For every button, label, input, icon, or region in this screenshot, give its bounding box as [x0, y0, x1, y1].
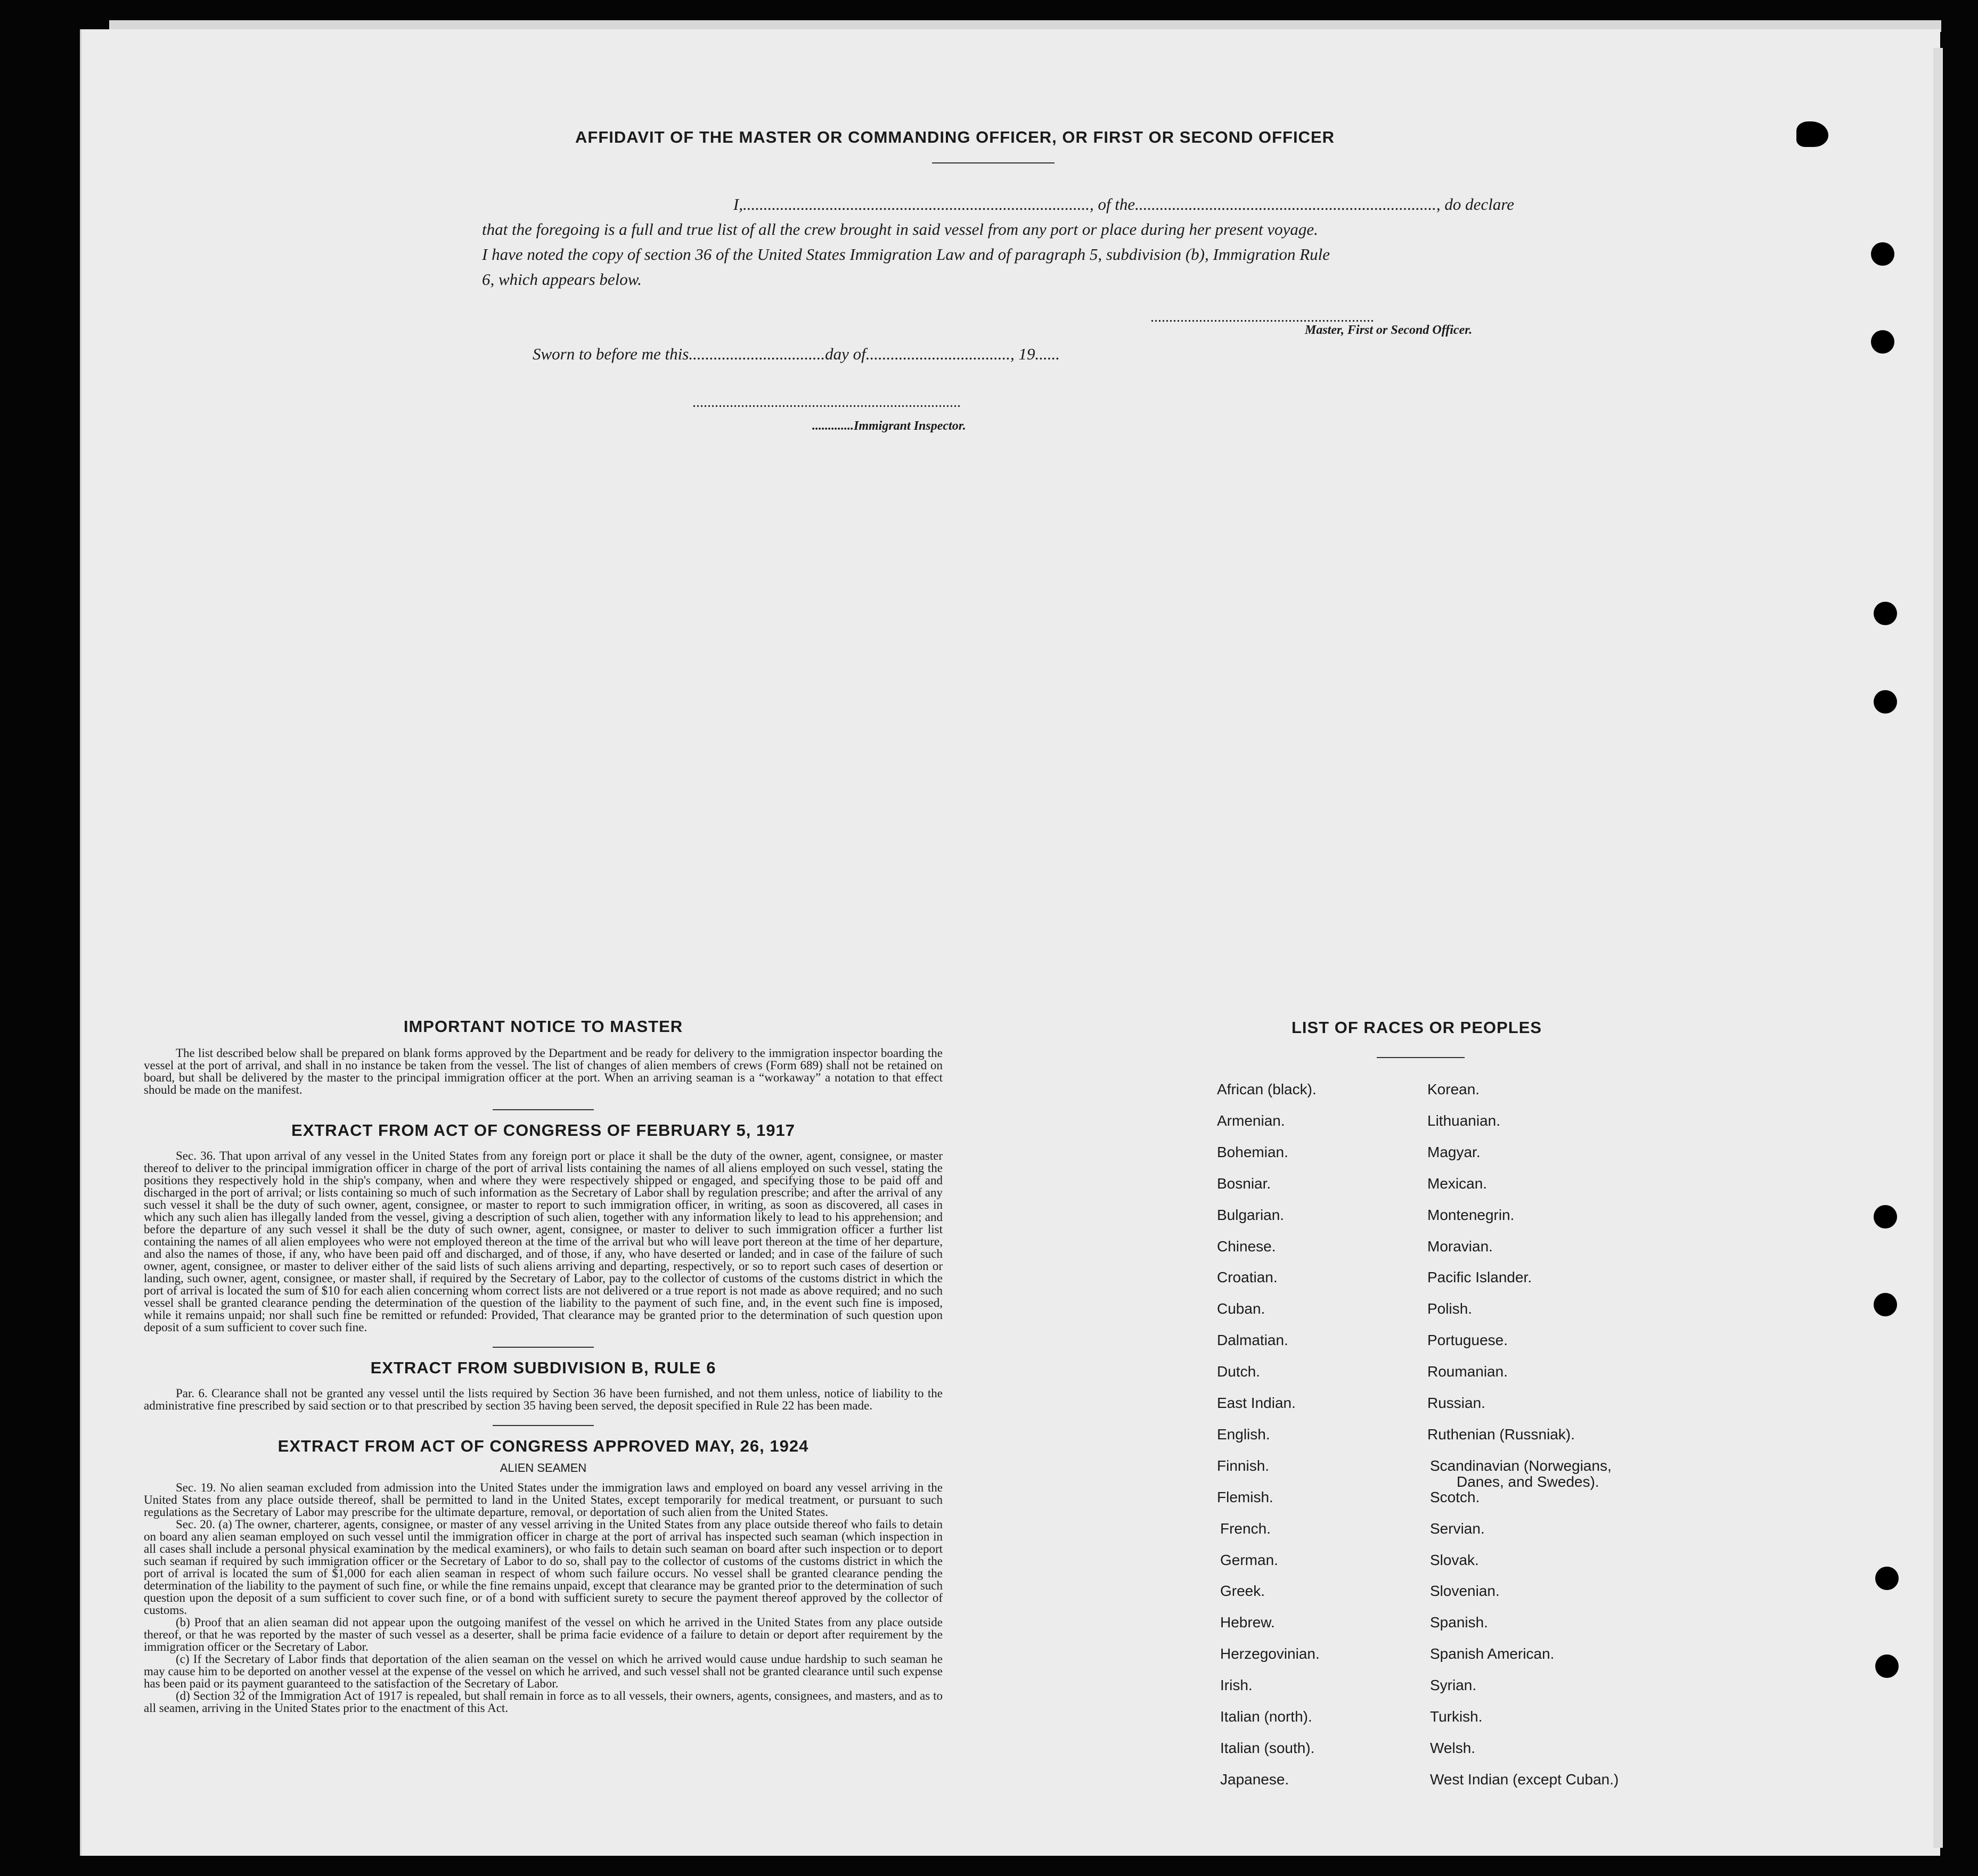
- race-item: Armenian.: [1217, 1112, 1285, 1129]
- race-item: East Indian.: [1217, 1395, 1296, 1411]
- punch-hole: [1875, 1654, 1899, 1678]
- extract-1917-paragraph: Sec. 36. That upon arrival of any vessel in the United States from any foreign port or place it shall be the duty of the owner, agent, consignee, or master thereof to deliver to the principal immigration officer in charge of the port of arrival lists containing the names of all aliens employed on such vessel, stating the positions they respectively hold in the ship's company, when and where they were respectively shipped or engaged, and specifying those to be paid off and discharged in the port of arrival; or lists containing so much of such information as the Secretary of Labor shall by regulation prescribe; and after the arrival of any such vessel it shall be the duty of such owner, agent, consignee, or master to report to such immigration officer, in writing, as soon as discovered, all cases in which any such alien has illegally landed from the vessel, giving a description of such alien, together with any information likely to lead to his apprehension; and before the departure of any such vessel it shall be the duty of such owner, agent, consignee, or master to deliver to such immigration officer a further list containing the names of all alien employees who were not employed thereon at the time of the arrival but who will leave port thereon at the time of her departure, and also the names of those, if any, who have been paid off and discharged, and of those, if any, who have deserted or landed; and in case of the failure of such owner, agent, consignee, or master to deliver either of the said lists of such aliens arriving and departing, respectively, or so to report such cases of desertion or landing, such owner, agent, consignee, or master shall, if required by the Secretary of Labor, pay to the collector of customs of the customs district in which the port of arrival is located the sum of $10 for each alien concerning whom correct lists are not delivered or a true report is not made as above required; and no such vessel shall be granted clearance pending the determination of the question of the liability to the payment of such fine, and, in the event such fine is imposed, while it remains unpaid; nor shall such fine be remitted or refunded: Provided, That clearance may be granted prior to the determination of such question upon deposit of a sum sufficient to cover such fine.: [144, 1149, 943, 1334]
- extract-1917-text: [144, 1150, 943, 1333]
- race-item: Spanish American.: [1430, 1645, 1555, 1662]
- race-item: Turkish.: [1430, 1708, 1483, 1725]
- race-item: Hebrew.: [1220, 1614, 1275, 1631]
- race-item: Herzegovinian.: [1220, 1645, 1320, 1662]
- declaration-line-3: I have noted the copy of section 36 of the United States Immigration Law and of paragraph 5, subdivision (b), Immigration Rule: [482, 245, 1330, 264]
- affidavit-title-rule: [932, 162, 1055, 163]
- extract-1917-title: EXTRACT FROM ACT OF CONGRESS OF FEBRUARY 5, 1917: [291, 1121, 795, 1140]
- extract-rule6-paragraph: Par. 6. Clearance shall not be granted any vessel until the lists required by Section 36 have been furnished, and not them unless, notice of liability to the administrative fine prescribed by said section or to that prescribed by section 35 having been served, the deposit specified in Rule 22 has been made.: [144, 1387, 943, 1412]
- race-item: Bulgarian.: [1217, 1206, 1285, 1223]
- master-signature-label: Master, First or Second Officer.: [1305, 323, 1473, 337]
- punch-hole: [1874, 1205, 1897, 1228]
- race-item: Cuban.: [1217, 1300, 1265, 1317]
- punch-hole: [1874, 690, 1897, 714]
- divider: [493, 1347, 594, 1348]
- punch-hole: [1871, 242, 1894, 266]
- sec-19-paragraph: Sec. 19. No alien seaman excluded from admission into the United States under the immigration laws and employed on board any vessel arriving in the United States from any place outside thereof, shall be permitted to land in the United States, except temporarily for medical treatment, or pursuant to such regulations as the Secretary of Labor may prescribe for the ultimate departure, removal, or deportation of such alien from the United States.: [144, 1481, 943, 1519]
- inspector-signature-line: ........................................................................: [692, 394, 961, 411]
- notice-paragraph: The list described below shall be prepared on blank forms approved by the Department and be ready for delivery to the immigration inspector boarding the vessel at the port of arrival, and shall in no instance be taken from the vessel. The list of changes of alien members of crews (Form 689) shall not be retained on board, but shall be delivered by the master to the principal immigration officer at the port. When an arriving seaman is a “workaway” a notation to that effect should be made on the manifest.: [144, 1046, 943, 1096]
- race-item: Scotch.: [1430, 1488, 1480, 1505]
- race-item: Scandinavian (Norwegians,: [1430, 1457, 1612, 1474]
- sec-20c-paragraph: (c) If the Secretary of Labor finds that deportation of the alien seaman on the vessel on which he arrived would cause undue hardship to such seaman he may cause him to be deported on another vessel at the expense of the vessel on which he arrived, and such vessel shall not be granted clearance until such expense has been paid or its payment guaranteed to the satisfaction of the Secretary of Labor.: [144, 1652, 943, 1690]
- race-item: Flemish.: [1217, 1488, 1273, 1505]
- declaration-line-1: I,...................................................................................., of the........................................................................., do declare: [733, 195, 1514, 214]
- punch-hole: [1874, 602, 1897, 625]
- punch-hole: [1871, 330, 1894, 354]
- extract-rule6-title: EXTRACT FROM SUBDIVISION B, RULE 6: [370, 1358, 716, 1377]
- race-item: Lithuanian.: [1427, 1112, 1501, 1129]
- divider: [493, 1425, 594, 1426]
- master-signature-line: ............................................................: [1150, 309, 1374, 325]
- divider: [493, 1109, 594, 1110]
- extract-1924-text: [144, 1481, 943, 1714]
- sec-20a-paragraph: Sec. 20. (a) The owner, charterer, agents, consignee, or master of any vessel arriving in the United States from any place outside thereof who fails to detain on board any alien seaman employed on such vessel until the immigration officer in charge at the port of arrival has inspected such seaman (which inspection in all cases shall include a personal physical examination by the medical examiners), or who fails to detain such seaman on board after such inspection or to deport such seaman if required by such immigration officer or the Secretary of Labor to do so, shall pay to the collector of customs of the customs district in which the port of arrival is located the sum of $1,000 for each alien seaman in respect of whom such failure occurs. No vessel shall be granted clearance pending the determination of the liability to the payment of such fine, or while the fine remains unpaid, except that clearance may be granted prior to the determination of such question upon the deposit of a sum sufficient to cover such fine, or of a bond with sufficient surety to secure the payment thereof approved by the collector of customs.: [144, 1518, 943, 1617]
- race-item: Servian.: [1430, 1520, 1485, 1537]
- extract-1924-title: EXTRACT FROM ACT OF CONGRESS APPROVED MAY, 26, 1924: [277, 1437, 809, 1455]
- sec-20b-paragraph: (b) Proof that an alien seaman did not appear upon the outgoing manifest of the vessel on which he arrived in the United States from any place outside thereof, or that he was reported by the master of such vessel as a deserter, shall be prima facie evidence of a failure to detain or deport after requirement by the immigration officer or the Secretary of Labor.: [144, 1616, 943, 1653]
- race-item: Finnish.: [1217, 1457, 1270, 1474]
- race-item: Italian (south).: [1220, 1739, 1315, 1756]
- race-item: French.: [1220, 1520, 1271, 1537]
- race-item: Slovak.: [1430, 1551, 1479, 1568]
- extract-1924-subtitle: ALIEN SEAMEN: [500, 1461, 587, 1474]
- extract-rule6-text: [144, 1387, 943, 1412]
- race-item: African (black).: [1217, 1081, 1317, 1097]
- race-item: Bosniar.: [1217, 1175, 1271, 1192]
- race-item: Russian.: [1427, 1395, 1485, 1411]
- race-item: Japanese.: [1220, 1771, 1289, 1788]
- punch-hole: [1875, 1567, 1899, 1590]
- races-title-rule: [1377, 1057, 1465, 1058]
- race-item: Polish.: [1427, 1300, 1473, 1317]
- race-item: Chinese.: [1217, 1238, 1276, 1255]
- race-item: Welsh.: [1430, 1739, 1476, 1756]
- race-item: Slovenian.: [1430, 1583, 1500, 1600]
- race-item: Montenegrin.: [1427, 1206, 1515, 1223]
- race-item: Moravian.: [1427, 1238, 1493, 1255]
- race-item: Magyar.: [1427, 1143, 1481, 1160]
- race-item: Ruthenian (Russniak).: [1427, 1426, 1575, 1443]
- race-item: Pacific Islander.: [1427, 1269, 1532, 1286]
- sec-20d-paragraph: (d) Section 32 of the Immigration Act of 1917 is repealed, but shall remain in force as to all vessels, their owners, agents, consignees, and masters, and as to all seamen, arriving in the United States prior to the enactment of this Act.: [144, 1689, 943, 1715]
- notice-text: [144, 1047, 943, 1096]
- race-item: Bohemian.: [1217, 1143, 1288, 1160]
- race-item: Croatian.: [1217, 1269, 1278, 1286]
- notice-title: IMPORTANT NOTICE TO MASTER: [403, 1017, 683, 1036]
- declaration-line-2: that the foregoing is a full and true list of all the crew brought in said vessel from any port or place during her present voyage.: [482, 220, 1318, 239]
- race-item: Dalmatian.: [1217, 1332, 1288, 1349]
- race-item: Dutch.: [1217, 1363, 1260, 1380]
- race-item: Irish.: [1220, 1677, 1253, 1694]
- race-item: Portuguese.: [1427, 1332, 1508, 1349]
- race-item: Greek.: [1220, 1583, 1265, 1600]
- race-item: Mexican.: [1427, 1175, 1487, 1192]
- races-title: LIST OF RACES OR PEOPLES: [1292, 1018, 1542, 1037]
- affidavit-title: AFFIDAVIT OF THE MASTER OR COMMANDING OFFICER, OR FIRST OR SECOND OFFICER: [575, 128, 1335, 146]
- race-item: West Indian (except Cuban.): [1430, 1771, 1619, 1788]
- race-item: English.: [1217, 1426, 1270, 1443]
- affidavit-declaration: [482, 192, 1514, 292]
- notice-section: [144, 1017, 943, 1714]
- race-item: Syrian.: [1430, 1677, 1477, 1694]
- race-item: Spanish.: [1430, 1614, 1488, 1631]
- punch-hole: [1874, 1293, 1897, 1316]
- torn-corner-mark: [1796, 121, 1828, 147]
- race-item: Korean.: [1427, 1081, 1480, 1097]
- race-item: German.: [1220, 1551, 1278, 1568]
- sworn-statement: Sworn to before me this.................................day of..................................., 19......: [533, 345, 1060, 363]
- inspector-label: .............Immigrant Inspector.: [812, 419, 966, 433]
- declaration-line-4: 6, which appears below.: [482, 270, 642, 289]
- race-item: Roumanian.: [1427, 1363, 1508, 1380]
- race-item-continued: Danes, and Swedes).: [1457, 1473, 1599, 1490]
- race-item: Italian (north).: [1220, 1708, 1312, 1725]
- paper-right-edge: [1933, 48, 1943, 1848]
